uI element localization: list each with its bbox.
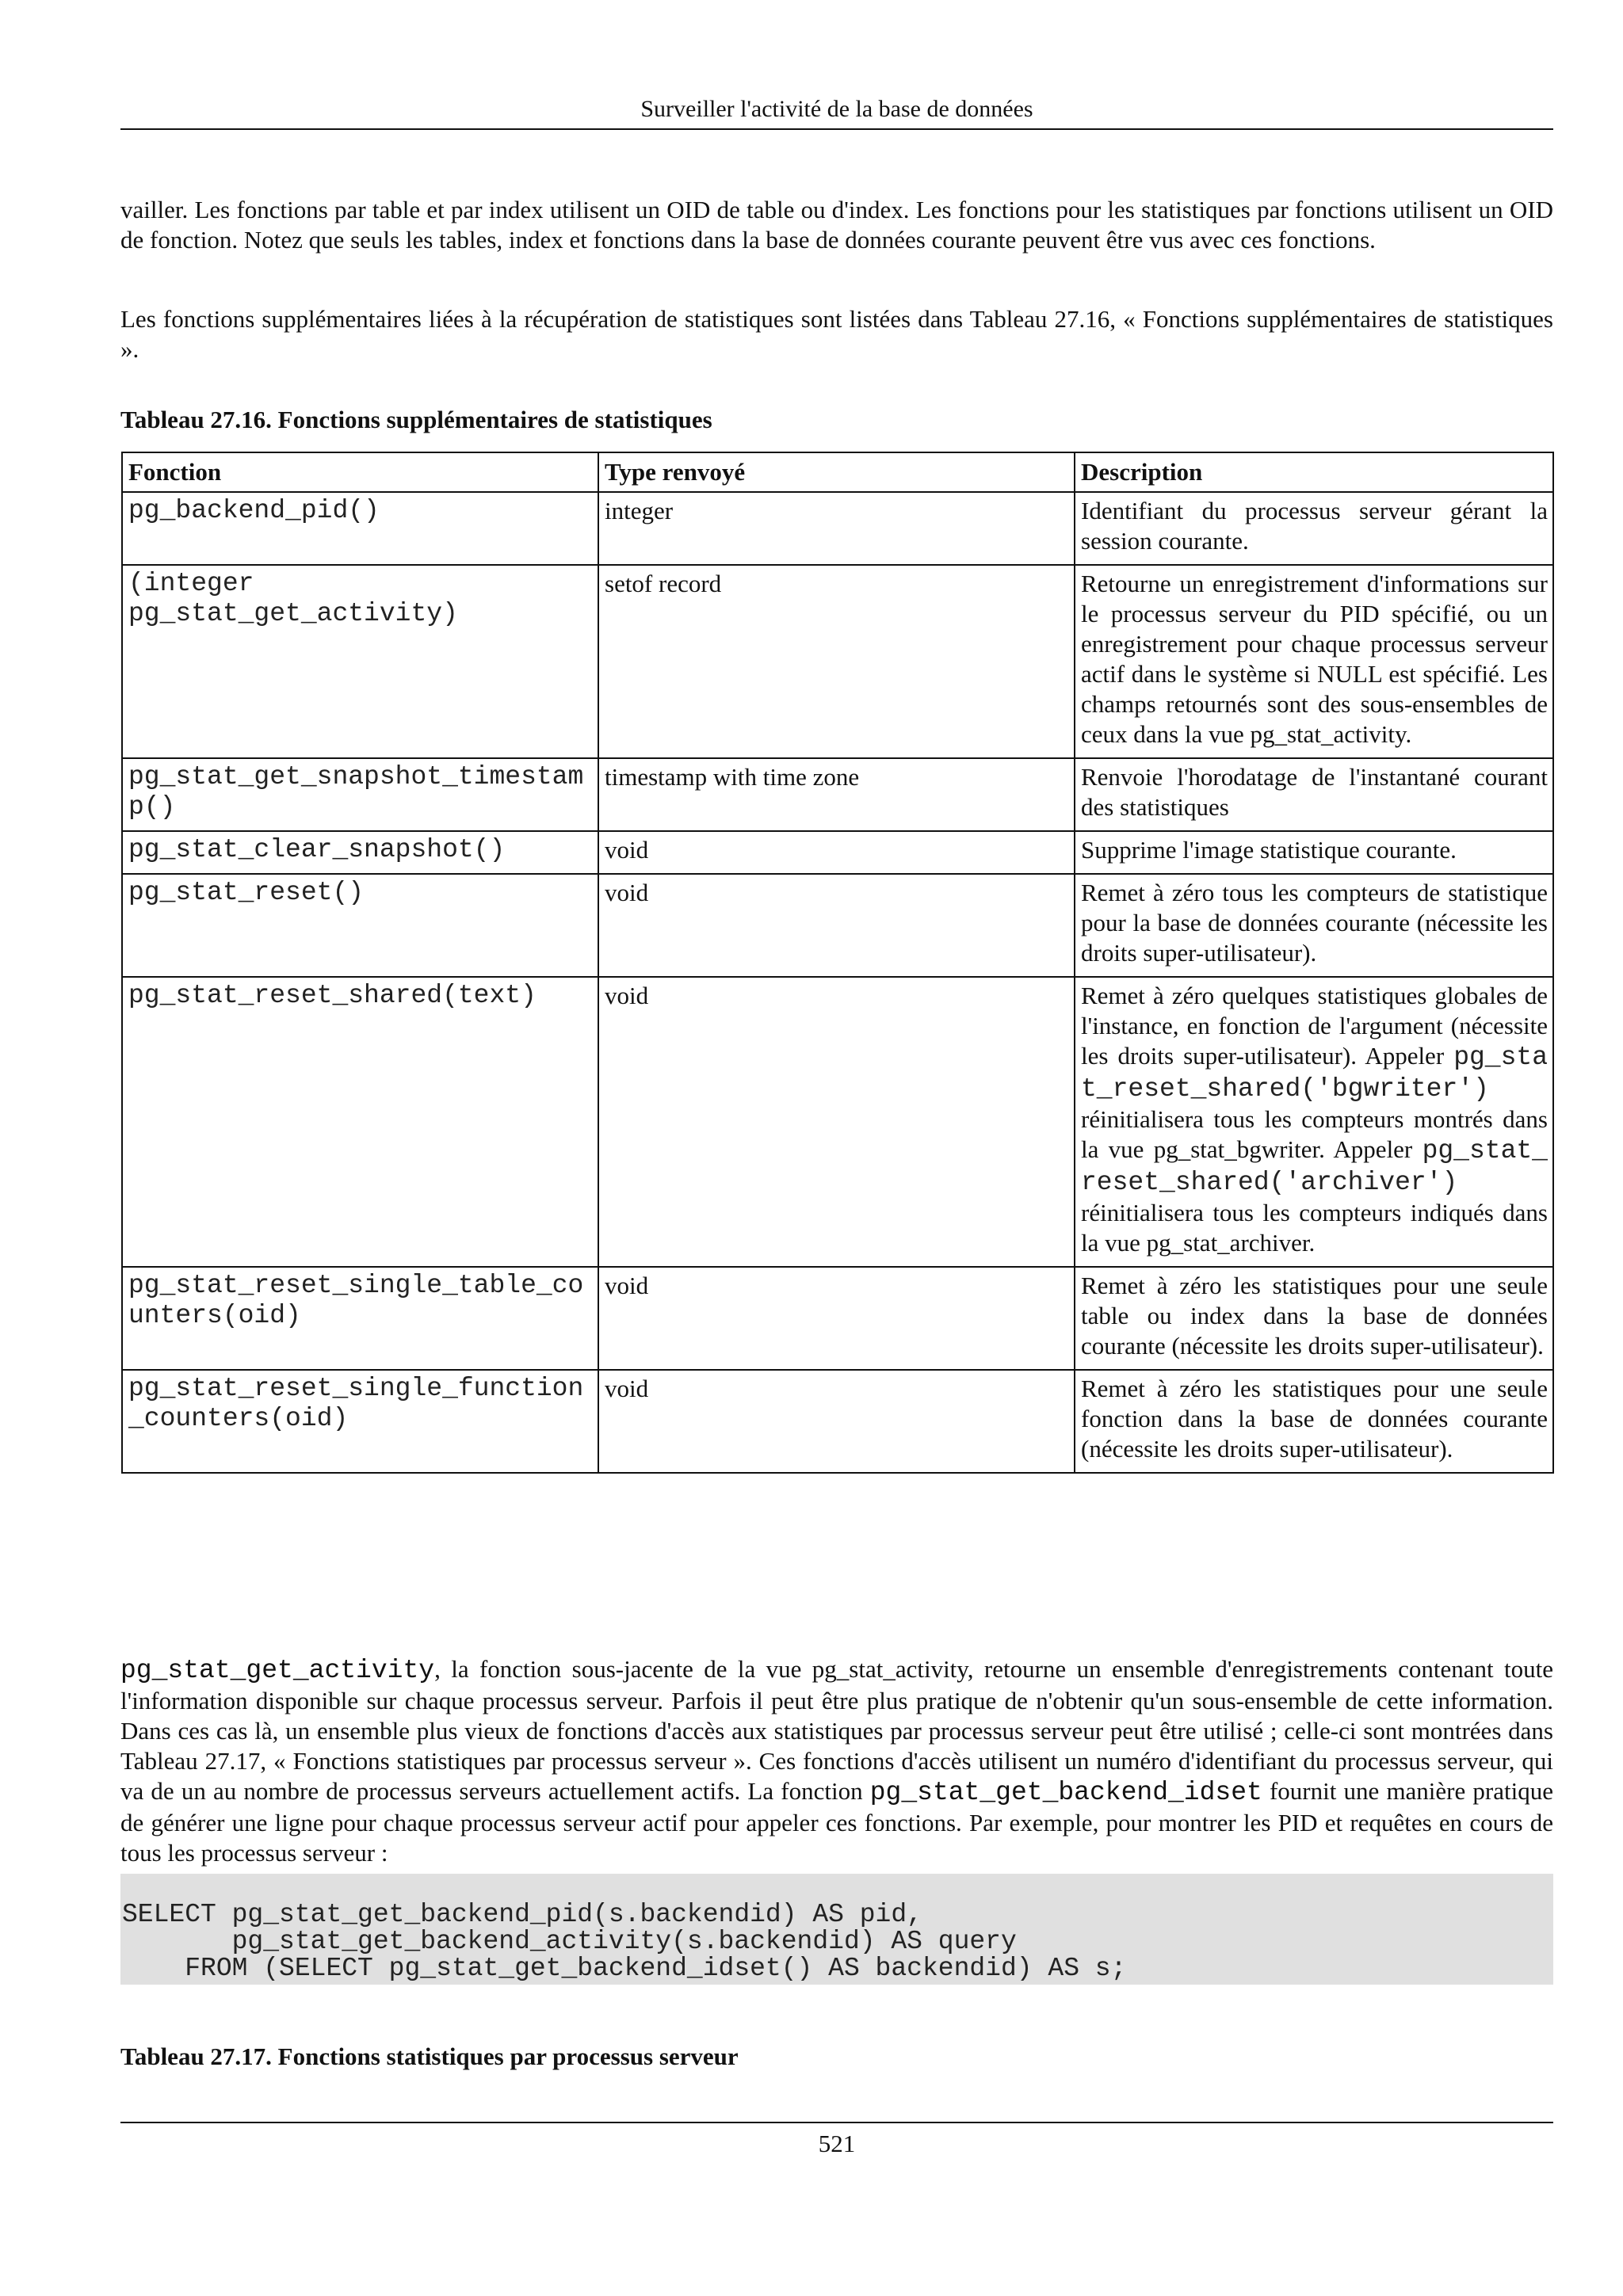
function-description: Identifiant du processus serveur gérant la session courante.: [1075, 492, 1553, 565]
table-row: [122, 1267, 1553, 1370]
table-row: [122, 977, 1553, 1267]
inline-code: pg_stat_get_backend_idset: [869, 1778, 1262, 1807]
return-type: void: [598, 831, 1075, 874]
table-row: [122, 758, 1553, 831]
return-type: void: [598, 1267, 1075, 1370]
footer-rule: [120, 2122, 1553, 2123]
explanation-paragraph: [120, 1654, 1553, 1868]
column-header-description: Description: [1075, 452, 1553, 492]
function-name: pg_stat_reset(): [122, 874, 598, 977]
table-16-caption: Tableau 27.16. Fonctions supplémentaires de statistiques: [120, 406, 712, 433]
table-row: [122, 492, 1553, 565]
function-name: pg_stat_reset_single_table_counters(oid): [122, 1267, 598, 1370]
function-name: (integer pg_stat_get_activity): [122, 565, 598, 758]
function-description: Supprime l'image statistique courante.: [1075, 831, 1553, 874]
inline-code: pg_stat_reset_shared('bgwriter'): [1081, 1043, 1549, 1104]
function-name: pg_stat_reset_single_function_counters(oid): [122, 1370, 598, 1473]
function-name: pg_backend_pid(): [122, 492, 598, 565]
function-description: Renvoie l'horodatage de l'instantané courant des statistiques: [1075, 758, 1553, 831]
running-header: Surveiller l'activité de la base de données: [640, 96, 1033, 122]
intro-paragraph-2: Les fonctions supplémentaires liées à la récupération de statistiques sont listées dans Tableau 27.16, « Fonctions supplémentaires de statistiques ».: [120, 305, 1553, 363]
table-row: [122, 831, 1553, 874]
paragraph-text: , la fonction sous-jacente de la vue pg_stat_activity, retourne un ensemble d'enregistrements contenant toute l'information disponible sur chaque processus serveur. Parfois il peut être plus pratique de n'obtenir qu'un sous-ensemble de cette information. Dans ces cas là, un ensemble plus vieux de fonctions d'accès aux statistiques par processus serveur peut être utilisé ; celle-ci sont montrées dans Tableau 27.17, « Fonctions statistiques par processus serveur ». Ces fonctions d'accès utilisent un numéro d'identifiant du processus serveur, qui va de un au nombre de processus serveurs actuellement actifs. La fonction: [120, 1655, 1553, 1805]
return-type: void: [598, 977, 1075, 1267]
column-header-function: Fonction: [122, 452, 598, 492]
return-type: setof record: [598, 565, 1075, 758]
inline-code: pg_stat_reset_shared('archiver'): [1081, 1136, 1548, 1197]
return-type: void: [598, 874, 1075, 977]
function-description: Remet à zéro les statistiques pour une seule table ou index dans la base de données courante (nécessite les droits super-utilisateur).: [1075, 1267, 1553, 1370]
page-number: 521: [818, 2130, 856, 2157]
function-description: [1075, 977, 1553, 1267]
table-row: [122, 565, 1553, 758]
return-type: integer: [598, 492, 1075, 565]
function-description: Retourne un enregistrement d'informations sur le processus serveur du PID spécifié, ou un enregistrement pour chaque processus serveur actif dans le système si NULL est spécifié. Les champs retournés sont des sous-ensembles de ceux dans la vue pg_stat_activity.: [1075, 565, 1553, 758]
statistics-functions-table: [121, 452, 1554, 1474]
function-name: pg_stat_get_snapshot_timestamp(): [122, 758, 598, 831]
table-17-caption: Tableau 27.17. Fonctions statistiques par processus serveur: [120, 2042, 739, 2070]
code-line: pg_stat_get_backend_activity(s.backendid) AS query: [122, 1927, 1017, 1956]
table-row: [122, 1370, 1553, 1473]
function-name: pg_stat_reset_shared(text): [122, 977, 598, 1267]
table-header-row: [122, 452, 1553, 492]
description-text: réinitialisera tous les compteurs indiqués dans la vue pg_stat_archiver.: [1081, 1199, 1548, 1257]
column-header-return-type: Type renvoyé: [598, 452, 1075, 492]
function-name: pg_stat_clear_snapshot(): [122, 831, 598, 874]
intro-paragraph-1: vailler. Les fonctions par table et par index utilisent un OID de table ou d'index. Les fonctions pour les statistiques par fonctions utilisent un OID de fonction. Notez que seuls les tables, index et fonctions dans la base de données courante peuvent être vus avec ces fonctions.: [120, 196, 1553, 254]
header-rule: [120, 128, 1553, 130]
inline-code: pg_stat_get_activity: [120, 1656, 435, 1685]
description-text: Remet à zéro quelques statistiques globales de l'instance, en fonction de l'argument (nécessite les droits super-utilisateur). Appeler: [1081, 982, 1548, 1070]
code-line: FROM (SELECT pg_stat_get_backend_idset() AS backendid) AS s;: [122, 1954, 1127, 1983]
table-row: [122, 874, 1553, 977]
function-description: Remet à zéro les statistiques pour une seule fonction dans la base de données courante (nécessite les droits super-utilisateur).: [1075, 1370, 1553, 1473]
sql-code-block: [120, 1874, 1553, 1985]
return-type: void: [598, 1370, 1075, 1473]
return-type: timestamp with time zone: [598, 758, 1075, 831]
code-line: SELECT pg_stat_get_backend_pid(s.backendid) AS pid,: [122, 1900, 922, 1929]
paragraph-text: fournit une manière pratique de générer une ligne pour chaque processus serveur actif pour appeler ces fonctions. Par exemple, pour montrer les PID et requêtes en cours de tous les processus serveur :: [120, 1777, 1553, 1867]
description-text: réinitialisera tous les compteurs montrés dans la vue pg_stat_bgwriter. Appeler: [1081, 1105, 1548, 1163]
function-description: Remet à zéro tous les compteurs de statistique pour la base de données courante (nécessite les droits super-utilisateur).: [1075, 874, 1553, 977]
